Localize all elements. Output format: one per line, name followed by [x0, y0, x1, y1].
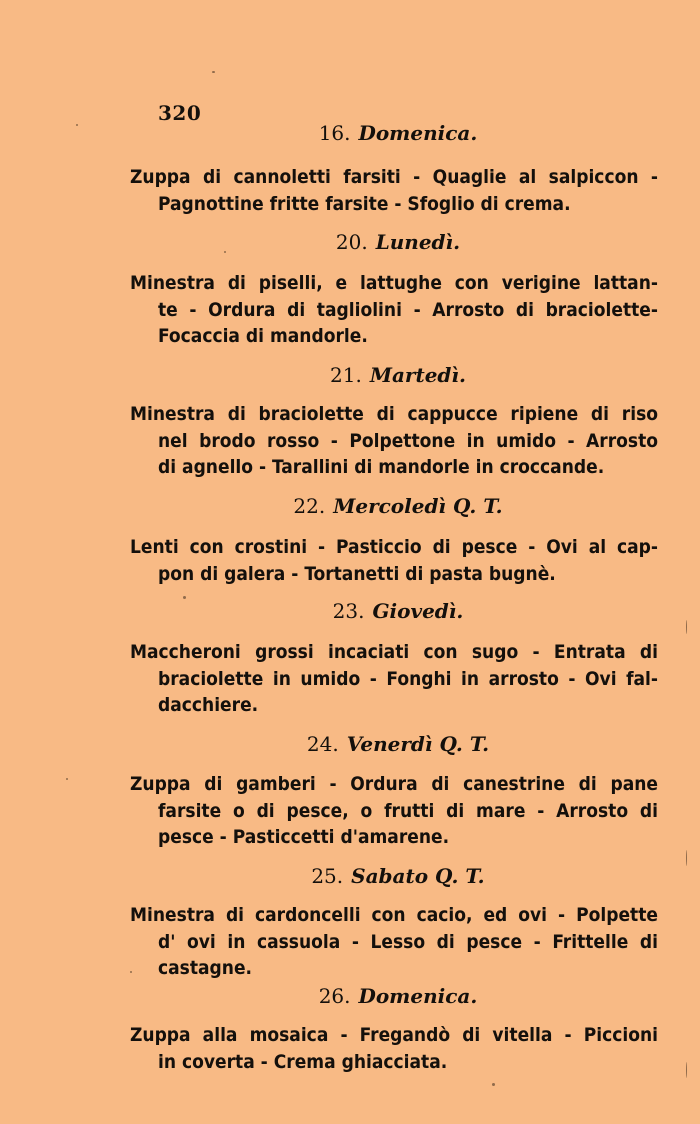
day-number: 24.: [306, 732, 339, 756]
menu-entry-20: [130, 270, 658, 350]
menu-line: castagne.: [158, 957, 253, 979]
day-number: 25.: [311, 864, 344, 888]
menu-entry-26: [130, 1022, 658, 1075]
menu-line: Focaccia di mandorle.: [158, 325, 368, 347]
menu-line: Zuppa di gamberi - Ordura di canestrine di pane: [130, 773, 658, 795]
menu-line: Minestra di braciolette di cappucce ripiene di riso: [130, 403, 658, 425]
day-number: 20.: [335, 230, 368, 254]
scan-speck: [686, 850, 687, 866]
menu-line: d' ovi in cassuola - Lesso di pesce - Frittelle di: [158, 930, 658, 953]
menu-line: farsite o di pesce, o frutti di mare - Arrosto di: [158, 799, 658, 822]
menu-line: Lenti con crostini - Pasticcio di pesce - Ovi al cap-: [130, 536, 658, 558]
menu-entry-25: [130, 902, 658, 982]
day-name: Venerdì Q. T.: [346, 732, 490, 756]
menu-line: nel brodo rosso - Polpettone in umido - Arrosto: [158, 429, 658, 452]
day-number: 16.: [318, 121, 351, 145]
scan-speck: [492, 1083, 495, 1086]
menu-line: te - Ordura di tagliolini - Arrosto di braciolette-: [158, 298, 658, 321]
menu-line: in coverta - Crema ghiacciata.: [158, 1050, 448, 1073]
day-heading-16: [128, 121, 668, 145]
menu-entry-21: [130, 401, 658, 481]
scan-speck: [212, 71, 215, 73]
day-name: Giovedì.: [372, 599, 464, 623]
day-name: Domenica.: [358, 984, 478, 1008]
day-number: 22.: [293, 494, 326, 518]
scan-speck: [686, 620, 687, 634]
day-heading-24: [128, 732, 668, 756]
scan-speck: [224, 251, 226, 253]
day-number: 21.: [330, 363, 362, 387]
menu-line: Pagnottine fritte farsite - Sfoglio di crema.: [158, 192, 571, 215]
menu-line: di agnello - Tarallini di mandorle in croccande.: [158, 456, 605, 478]
page-number: 320: [158, 101, 202, 125]
menu-line: Minestra di cardoncelli con cacio, ed ovi - Polpette: [130, 904, 658, 926]
menu-line: Zuppa alla mosaica - Fregandò di vitella - Piccioni: [130, 1024, 658, 1046]
day-name: Martedì.: [369, 363, 466, 387]
day-heading-21: [128, 363, 668, 387]
menu-line: Minestra di piselli, e lattughe con verigine lattan-: [130, 272, 658, 294]
scan-speck: [130, 971, 132, 973]
menu-line: Zuppa di cannoletti farsiti - Quaglie al salpiccon -: [130, 166, 658, 188]
scan-speck: [183, 596, 186, 599]
menu-entry-16: [130, 164, 658, 217]
day-heading-25: [128, 864, 668, 888]
day-name: Lunedì.: [375, 230, 461, 254]
day-heading-23: [128, 599, 668, 623]
scan-speck: [76, 124, 78, 126]
menu-entry-23: [130, 639, 658, 719]
menu-line: pesce - Pasticcetti d'amarene.: [158, 826, 450, 848]
menu-line: braciolette in umido - Fonghi in arrosto - Ovi fal-: [158, 667, 658, 690]
scan-speck: [66, 778, 68, 780]
menu-line: Maccheroni grossi incaciati con sugo - Entrata di: [130, 641, 658, 663]
day-number: 26.: [318, 984, 351, 1008]
menu-entry-24: [130, 771, 658, 851]
day-name: Mercoledì Q. T.: [333, 494, 503, 518]
day-heading-22: [128, 494, 668, 518]
day-number: 23.: [332, 599, 365, 623]
scan-speck: [686, 1062, 687, 1078]
day-heading-20: [128, 230, 668, 254]
menu-line: dacchiere.: [158, 694, 259, 716]
day-name: Sabato Q. T.: [351, 864, 485, 888]
menu-entry-22: [130, 534, 658, 587]
day-name: Domenica.: [358, 121, 478, 145]
day-heading-26: [128, 984, 668, 1008]
menu-line: pon di galera - Tortanetti di pasta bugnè.: [158, 562, 556, 585]
